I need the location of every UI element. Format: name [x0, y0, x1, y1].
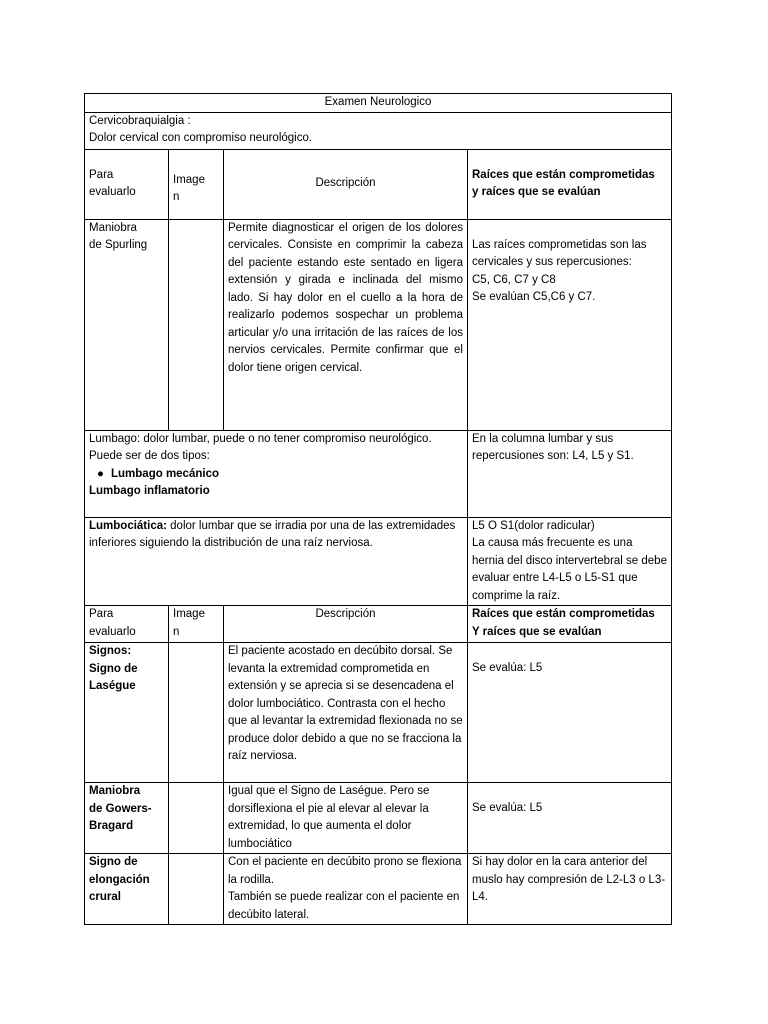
header1-col1-line2: evaluarlo [89, 186, 136, 198]
header2-raices [468, 606, 672, 643]
lumbago-cell [85, 430, 468, 517]
header2-col4-line1: Raíces que están comprometidas [472, 608, 655, 620]
header1-descripcion: Descripción [224, 149, 468, 219]
header2-col2-line1: Image [173, 608, 205, 620]
lumbociatica-cell [85, 517, 468, 606]
neuro-exam-table [84, 93, 672, 925]
lumbociatica-label: Lumbociática: [89, 519, 167, 532]
spurling-name-line1: Maniobra [89, 221, 137, 234]
lasegue-name-line3: Laségue [89, 680, 136, 692]
crural-name [85, 854, 169, 925]
gowers-row [85, 783, 672, 854]
header1-col1-line1: Para [89, 168, 114, 181]
lasegue-roots [468, 643, 672, 783]
cervico-cell [85, 112, 672, 149]
header2-para-evaluarlo [85, 606, 169, 643]
lasegue-roots-text: Se evalúa: L5 [472, 662, 543, 674]
spurling-name [85, 219, 169, 430]
gowers-image [169, 783, 224, 854]
header2-imagen [169, 606, 224, 643]
header1-raices [468, 149, 672, 219]
lumbociatica-roots [468, 517, 672, 606]
lumbago-roots: En la columna lumbar y sus repercusiones son: L4, L5 y S1. [468, 430, 672, 517]
crural-name-line2: elongación [89, 873, 150, 886]
header2-col1-line2: evaluarlo [89, 625, 136, 638]
gowers-name [85, 783, 169, 854]
spurling-description: Permite diagnosticar el origen de los dolores cervicales. Consiste en comprimir la cabeza del paciente estando este sentado en ligera extensión y girada e inclinada del mismo lado. Si hay dolor en el cuello a la hora de realizarlo podemos sospechar un problema articular y/o una irritación de las raíces de los nervios cervicales. Permite confirmar que el dolor tiene origen cervical. [224, 219, 468, 430]
crural-image [169, 854, 224, 925]
spurling-roots-line2: C5, C6, C7 y C8 [472, 273, 556, 286]
lasegue-name-line1: Signos: [89, 645, 132, 657]
cervico-subheading: Dolor cervical con compromiso neurológico. [89, 132, 313, 144]
header2-col2-line2: n [173, 625, 180, 638]
lasegue-image [169, 643, 224, 783]
crural-description [224, 854, 468, 925]
title-row [85, 94, 672, 113]
lasegue-name [85, 643, 169, 783]
header1-imagen [169, 149, 224, 219]
spurling-name-line2: de Spurling [89, 239, 148, 251]
header1-col4-line2: y raíces que se evalúan [472, 186, 601, 198]
gowers-roots-text: Se evalúa: L5 [472, 802, 543, 814]
gowers-roots [468, 783, 672, 854]
crural-row [85, 854, 672, 925]
lumbago-bullet-item [89, 466, 463, 484]
lumbociatica-roots-line2: La causa más frecuente es una hernia del disco intervertebral se debe evaluar entre L4-L5 o L5-S1 que comprime la raíz. [472, 537, 667, 602]
header-row-1 [85, 149, 672, 219]
header1-col4-line1: Raíces que están comprometidas [472, 168, 655, 181]
header2-col4-line2: Y raíces que se evalúan [472, 625, 602, 638]
gowers-name-line1: Maniobra [89, 785, 141, 797]
spurling-image [169, 219, 224, 430]
lasegue-name-line2: Signo de [89, 662, 138, 675]
crural-name-line3: crural [89, 891, 121, 903]
crural-roots: Si hay dolor en la cara anterior del muslo hay compresión de L2-L3 o L3-L4. [468, 854, 672, 925]
gowers-name-line2: de Gowers- [89, 802, 152, 815]
page-title: Examen Neurologico [85, 94, 672, 113]
lasegue-row [85, 643, 672, 783]
spurling-row [85, 219, 672, 430]
lumbago-line3: Lumbago inflamatorio [89, 485, 210, 497]
gowers-name-line3: Bragard [89, 820, 134, 832]
lumbago-line1: Lumbago: dolor lumbar, puede o no tener compromiso neurológico. [89, 432, 432, 445]
lumbago-bullet-text: Lumbago mecánico [111, 467, 219, 480]
spurling-roots-line1: Las raíces comprometidas son las cervicales y sus repercusiones: [472, 238, 647, 268]
lasegue-description: El paciente acostado en decúbito dorsal. Se levanta la extremidad comprometida en extensión y se aprecia si se desencadena el dolor lumbociático. Contrasta con el hecho que al levantar la extremidad flexionada no se produce dolor debido a que no se fracciona la raíz nerviosa. [224, 643, 468, 783]
crural-description-line1: Con el paciente en decúbito prono se flexiona la rodilla. [228, 856, 462, 886]
gowers-description: Igual que el Signo de Laségue. Pero se dorsiflexiona el pie al elevar al elevar la extremidad, lo que aumenta el dolor lumbociático [224, 783, 468, 854]
header1-col2-line1: Image [173, 173, 205, 186]
crural-description-line2: También se puede realizar con el paciente en decúbito lateral. [228, 891, 460, 921]
header1-col2-line2: n [173, 191, 180, 203]
header2-descripcion: Descripción [224, 606, 468, 643]
crural-name-line1: Signo de [89, 856, 138, 868]
lumbago-row [85, 430, 672, 517]
lumbociatica-row [85, 517, 672, 606]
lumbociatica-roots-line1: L5 O S1(dolor radicular) [472, 519, 595, 532]
lumbago-line2: Puede ser de dos tipos: [89, 450, 210, 462]
lumbociatica-text: dolor lumbar que se irradia por una de las extremidades inferiores siguiendo la distribución de una raíz nerviosa. [89, 519, 456, 549]
cervico-heading: Cervicobraquialgia : [89, 114, 191, 127]
header1-para-evaluarlo [85, 149, 169, 219]
header2-col1-line1: Para [89, 608, 114, 620]
header-row-2 [85, 606, 672, 643]
spurling-roots [468, 219, 672, 430]
spurling-roots-line3: Se evalúan C5,C6 y C7. [472, 291, 596, 303]
bullet-icon: ● [97, 467, 104, 480]
cervico-row [85, 112, 672, 149]
document [84, 93, 671, 925]
